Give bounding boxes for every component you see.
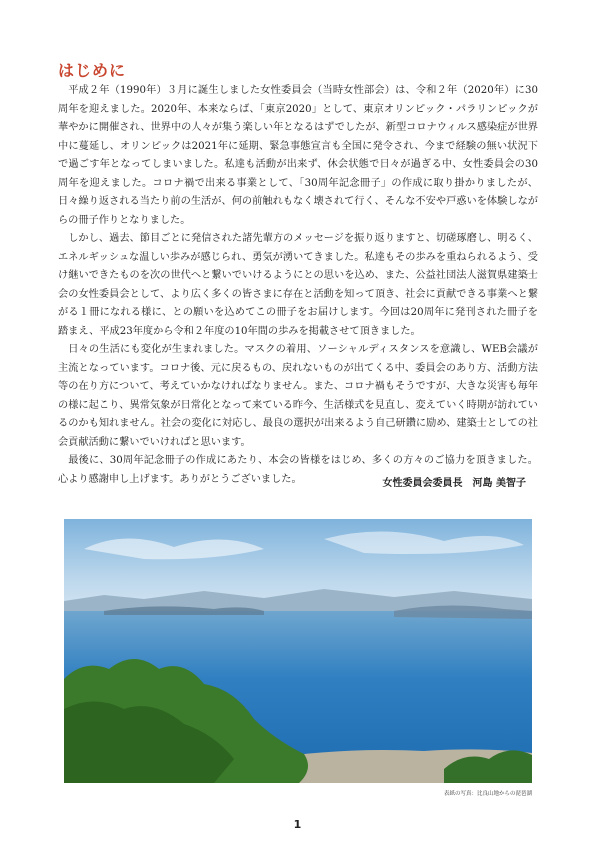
page-number: 1 xyxy=(293,818,302,831)
paragraph-3: 日々の生活にも変化が生まれました。マスクの着用、ソーシャルディスタンスを意識し、WEB会議が主流となっています。コロナ後、元に戻るもの、戻れないものが出てくる中、委員会のあり方、活動方法等の在り方について、考えていかなければなりません。また、コロナ禍もそうですが、大きな災害も毎年の様に起こり、異常気象が日常化となって来ている昨今、生活様式を見直し、変えていく時期が訪れているのかも知れません。社会の変化に対応し、最良の選択が出来るよう自己研鑽に励め、建築士としての社会貢献活動に繋いでいければと思います。 xyxy=(58,344,538,448)
paragraph-4: 最後に、30周年記念冊子の作成にあたり、本会の皆様をはじめ、多くの方々のご協力を頂きました。心より感謝申し上げます。ありがとうございました。 xyxy=(58,455,538,485)
paragraph-2: しかし、過去、節目ごとに発信された諸先輩方のメッセージを振り返りますと、切磋琢磨し、明るく、エネルギッシュな温しい歩みが感じられ、勇気が湧いてきました。私達もその歩みを重ねられるよう、受け継いできたものを次の世代へと繋いでいけるようにとの思いを込め、また、公益社団法人滋賀県建築士会の女性委員会として、より広く多くの皆さまに存在と活動を知って頂き、社会に貢献できる事業へと繋がる１冊になれる様に、との願いを込めてこの冊子をお届けします。今回は20周年に発刊された冊子を踏まえ、平成23年度から令和２年度の10年間の歩みを掲載させて頂きました。 xyxy=(58,233,538,337)
body-text xyxy=(58,82,538,489)
lake-photo xyxy=(64,519,532,783)
photo-caption: 表紙の写真：比良山地からの琵琶湖 xyxy=(443,791,532,797)
page-heading: はじめに xyxy=(58,61,127,80)
paragraph-1: 平成２年（1990年）３月に誕生しました女性委員会（当時女性部会）は、令和２年（2020年）に30周年を迎えました。2020年、本来ならば、「東京2020」として、東京オリンピック・パラリンピックが華やかに開催され、世界中の人々が集う楽しい年となるはずでしたが、新型コロナウィルス感染症が世界中に蔓延し、オリンピックは2021年に延期、緊急事態宣言も全国に発令され、今まで経験の無い状況下で過ごす年となってしまいました。私達も活動が出来ず、休会状態で日々が過ぎる中、女性委員会の30周年を迎えました。コロナ禍で出来る事業として、「30周年記念冊子」の作成に取り掛かりましたが、日々繰り返される当たり前の生活が、何の前触れもなく壊されて行く、そんな不安や戸惑いを体験しながらの冊子作りとなりました。 xyxy=(58,85,538,226)
signature: 女性委員会委員長 河島 美智子 xyxy=(382,478,526,489)
